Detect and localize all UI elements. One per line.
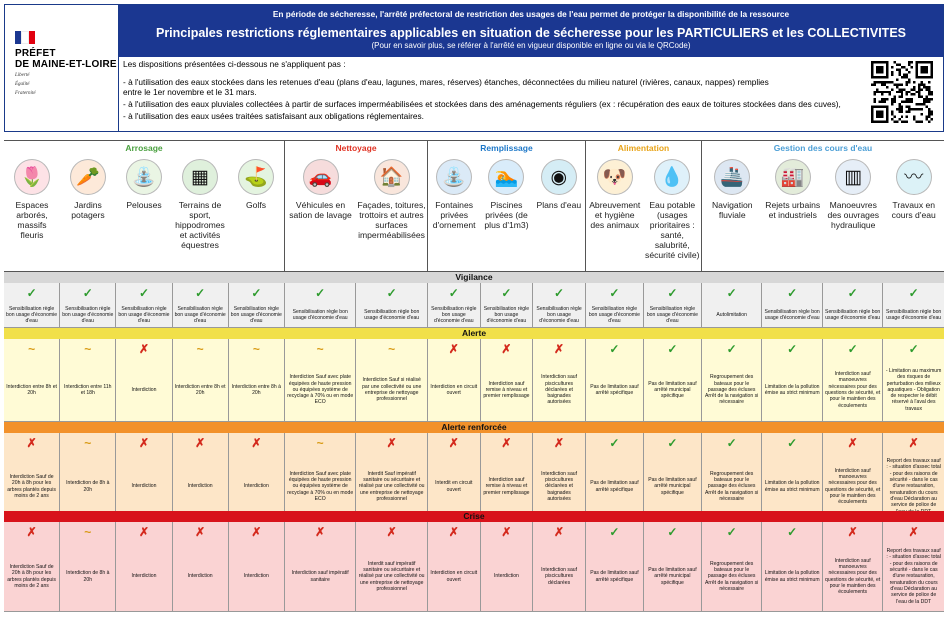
cross-icon: ✗ (501, 342, 512, 356)
usage-label: Travaux en cours d'eau (891, 200, 936, 220)
usage-label: Véhicules en sation de lavage (289, 200, 352, 220)
restriction-note: Sensibilisation règle bon usage d'économie d'eau (6, 305, 58, 325)
restriction-cell (823, 283, 884, 328)
restriction-cell (883, 522, 944, 612)
restriction-note: Interdiction sauf piscicultures déclarées et baignades autorisées (541, 470, 578, 502)
boat-icon: 🚢 (715, 160, 749, 194)
restriction-cell (60, 433, 116, 521)
prefecture-logo (5, 5, 119, 131)
restriction-note: Sensibilisation règle bon usage d'économie d'eau (886, 308, 942, 321)
river-icon: 〰 (897, 160, 931, 194)
restriction-note: Interdiction Sauf de 20h à 8h pour les arbres plantés depuis moins de 2 ans (7, 563, 56, 589)
category-nettoyage (285, 141, 428, 271)
cross-icon: ✗ (386, 525, 397, 539)
check-icon: ✓ (26, 286, 37, 300)
restriction-note: Pas de limitation sauf arrêté municipal spécifique (648, 567, 697, 586)
restriction-cell (823, 433, 884, 521)
usage-facades-toitures-trottoirs-et-autres-sur (356, 157, 427, 271)
restriction-cell (702, 339, 763, 422)
tilde-icon: ~ (84, 436, 92, 450)
page-title: Principales restrictions réglementaires applicables en situation de sécheresse pour les PARTICULIERS et les COLLECTIVITES (155, 26, 906, 40)
check-icon: ✓ (908, 286, 919, 300)
restriction-cell (586, 522, 644, 612)
category-remplissage (428, 141, 586, 271)
fountain-icon: ⛲ (437, 160, 471, 194)
carrot-icon: 🥕 (71, 160, 105, 194)
usage-plans-d-eau (533, 157, 585, 271)
check-icon: ✓ (726, 286, 737, 300)
category-bar (4, 140, 944, 272)
check-icon: ✓ (726, 342, 737, 356)
restriction-cell (116, 339, 172, 422)
restriction-cell (762, 339, 823, 422)
restriction-cell (4, 433, 60, 521)
level-title: Crise (4, 511, 944, 522)
header (4, 4, 944, 132)
category-title: Nettoyage (335, 143, 377, 153)
restriction-cell (356, 283, 428, 328)
usage-label: Manoeuvres des ouvrages hydraulique (827, 200, 880, 230)
restriction-cell (173, 339, 229, 422)
sluice-icon: ▥ (836, 160, 870, 194)
restriction-note: Pas de limitation sauf arrêté spécifique (590, 480, 639, 493)
restriction-note: Pas de limitation sauf arrêté municipal spécifique (648, 477, 697, 496)
restriction-note: Interdiction sauf manoeuvres nécessaires pour des questions de sécurité, et pour le maintien des écoulements (825, 557, 881, 596)
check-icon: ✓ (787, 342, 798, 356)
restriction-note: Regroupement des bateaux pour le passage des écluses Arrêt de la navigation si nécessaire (705, 374, 759, 406)
restriction-cell (229, 339, 285, 422)
tilde-icon: ~ (316, 436, 324, 450)
restriction-note: Sensibilisation règle bon usage d'économie d'eau (646, 305, 698, 325)
restriction-cell (173, 433, 229, 521)
sports-field-icon: ▦ (183, 160, 217, 194)
cross-icon: ✗ (195, 436, 206, 450)
restriction-note: - Limitation au maximum des risques de perturbation des milieux aquatiques - Obligation de respecter le débit réservé à l'aval des travaux (885, 367, 942, 412)
restriction-cell (428, 522, 481, 612)
level-title: Alerte renforcée (4, 422, 944, 433)
restriction-note: Limitation de la pollution émise au strict minimum (764, 570, 820, 583)
usage-golfs (228, 157, 284, 271)
usage-travaux-en-cours-d-eau (884, 157, 945, 271)
restriction-cell (644, 522, 702, 612)
restriction-cell (702, 283, 763, 328)
tilde-icon: ~ (316, 342, 324, 356)
restriction-note: Sensibilisation règle bon usage d'économie d'eau (764, 308, 820, 321)
restriction-cell (356, 522, 428, 612)
restriction-cell (229, 433, 285, 521)
tilde-icon: ~ (84, 342, 92, 356)
usage-pelouses (116, 157, 172, 271)
check-icon: ✓ (847, 342, 858, 356)
restriction-cell (533, 433, 586, 521)
restriction-note: Interdiction Sauf si réalisé par une collectivité ou une entreprise de nettoyage professionnel (362, 377, 422, 403)
restriction-note: Interdiction (187, 573, 213, 580)
restriction-cell (883, 433, 944, 521)
restriction-note: Sensibilisation règle bon usage d'économie d'eau (292, 308, 348, 321)
restriction-cell (428, 339, 481, 422)
level-row (4, 283, 944, 328)
discharge-icon: 🏭 (776, 160, 810, 194)
restriction-note: Autolimitation (716, 311, 747, 318)
cross-icon: ✗ (315, 525, 326, 539)
qr-code-icon[interactable] (871, 61, 933, 123)
cross-icon: ✗ (26, 436, 37, 450)
check-icon: ✓ (609, 525, 620, 539)
usage-piscines-privees-de-plus-d-1m3 (480, 157, 532, 271)
restriction-cell (644, 433, 702, 521)
level-title: Vigilance (4, 272, 944, 283)
restriction-cell (533, 522, 586, 612)
check-icon: ✓ (726, 436, 737, 450)
restriction-note: Pas de limitation sauf arrêté spécifique (590, 570, 639, 583)
check-icon: ✓ (448, 286, 459, 300)
usage-label: Abreuvement et hygiène des animaux (589, 200, 641, 230)
cross-icon: ✗ (554, 525, 565, 539)
restriction-cell (586, 433, 644, 521)
restriction-note: Sensibilisation règle bon usage d'économie d'eau (364, 308, 420, 321)
usage-terrains-de-sport-hippodromes-et-activit (172, 157, 228, 271)
prefecture-line2: DE MAINE-ET-LOIRE (15, 59, 117, 70)
usage-vehicules-en-sation-de-lavage (285, 157, 356, 271)
restriction-cell (116, 522, 172, 612)
category-title: Gestion des cours d'eau (773, 143, 873, 153)
restriction-cell (285, 522, 357, 612)
pond-icon: ◉ (542, 160, 576, 194)
cross-icon: ✗ (26, 525, 37, 539)
restriction-note: Interdiction sauf manoeuvres nécessaires pour des questions de sécurité, et pour le maintien des écoulements (825, 467, 881, 506)
restriction-note: Interdiction (131, 386, 157, 393)
restriction-note: Interdiction sauf manoeuvres nécessaires pour des questions de sécurité, et pour le maintien des écoulements (825, 371, 881, 409)
restriction-note: Interdiction de 8h à 20h (66, 480, 110, 493)
category-title: Remplissage (480, 143, 533, 153)
dog-icon: 🐶 (598, 160, 632, 194)
usage-label: Golfs (245, 200, 267, 210)
level-vigilance (4, 272, 944, 328)
cross-icon: ✗ (448, 525, 459, 539)
restriction-cell (356, 433, 428, 521)
restriction-cell (883, 339, 944, 422)
restriction-note: Sensibilisation règle bon usage d'économie d'eau (536, 305, 582, 325)
restriction-note: Interdiction entre 8h à 20h (231, 383, 281, 396)
restriction-note: Interdiction entre 8h et 20h (174, 383, 226, 396)
restriction-note: Interdiction Sauf de 20h à 8h pour les arbres plantés depuis moins de 2 ans (7, 473, 56, 499)
restriction-cell (229, 283, 285, 328)
restriction-cell (762, 433, 823, 521)
restriction-cell (428, 433, 481, 521)
restriction-note: Sensibilisation règle bon usage d'économie d'eau (230, 305, 282, 325)
check-icon: ✓ (847, 286, 858, 300)
restriction-cell (116, 433, 172, 521)
usage-label: Plans d'eau (536, 200, 582, 210)
tilde-icon: ~ (196, 342, 204, 356)
restriction-note: Interdiction sauf impératif sanitaire (291, 570, 349, 583)
cross-icon: ✗ (448, 342, 459, 356)
restriction-cell (4, 339, 60, 422)
usage-label: Pelouses (126, 200, 162, 210)
restriction-note: Regroupement des bateaux pour le passage des écluses Arrêt de la navigation si nécessaire (705, 560, 759, 592)
restriction-note: Interdiction sauf piscicultures déclarées et baignades autorisées (541, 374, 578, 406)
motto-liberte: Liberté (15, 73, 30, 78)
restriction-cell (823, 339, 884, 422)
house-icon: 🏠 (375, 160, 409, 194)
cross-icon: ✗ (138, 525, 149, 539)
restriction-note: Limitation de la pollution émise au strict minimum (764, 383, 820, 396)
restriction-note: Interdiction (243, 573, 269, 580)
usage-navigation-fluviale (702, 157, 763, 271)
marianne-flag-icon (15, 31, 35, 44)
restriction-note: Regroupement des bateaux pour le passage des écluses Arrêt de la navigation si nécessaire (705, 470, 759, 502)
restriction-note: Interdiction sauf remise à niveau et premier remplissage (483, 477, 530, 496)
restriction-note: Pas de limitation sauf arrêté spécifique (590, 383, 639, 396)
cross-icon: ✗ (908, 525, 919, 539)
page-subtitle: (Pour en savoir plus, se référer à l'arrêté en vigueur disponible en ligne ou via le QRCode) (371, 41, 691, 50)
restriction-cell (285, 283, 357, 328)
restriction-cell (762, 522, 823, 612)
restriction-cell (116, 283, 172, 328)
cross-icon: ✗ (138, 342, 149, 356)
restriction-note: Interdiction sauf remise à niveau et premier remplissage (483, 380, 530, 400)
restriction-cell (229, 522, 285, 612)
restriction-cell (883, 283, 944, 328)
usage-label: Piscines privées (de plus d'1m3) (484, 200, 529, 230)
check-icon: ✓ (195, 286, 206, 300)
restriction-note: Interdiction de 8h à 20h (66, 570, 110, 583)
restriction-cell (823, 522, 884, 612)
usage-label: Façades, toitures, trottoirs et autres surfaces imperméabilisées (357, 200, 426, 240)
restriction-note: Pas de limitation sauf arrêté municipal spécifique (648, 380, 697, 400)
restriction-cell (481, 283, 534, 328)
cross-icon: ✗ (554, 436, 565, 450)
usage-fontaines-privees-d-ornement (428, 157, 480, 271)
restriction-note: Limitation de la pollution émise au strict minimum (764, 480, 820, 493)
restriction-cell (533, 283, 586, 328)
cross-icon: ✗ (501, 436, 512, 450)
restriction-cell (4, 283, 60, 328)
category-alimentation (586, 141, 702, 271)
intro-line: - à l'utilisation des eaux usées traitées satisfaisant aux obligations réglementaires. (123, 111, 424, 121)
tilde-icon: ~ (28, 342, 36, 356)
restriction-cell (60, 339, 116, 422)
restriction-note: Interdit Sauf impératif sanitaire ou sécuritaire et réalisé par une collectivité ou une entreprise de nettoyage professionnel (358, 470, 425, 502)
check-icon: ✓ (251, 286, 262, 300)
level-alerte-renforcee (4, 422, 944, 521)
restriction-note: Interdiction (187, 483, 213, 490)
tulip-icon: 🌷 (15, 160, 49, 194)
category-arrosage (4, 141, 285, 271)
restriction-note: Interdiction (131, 483, 157, 490)
check-icon: ✓ (501, 286, 512, 300)
restriction-note: Sensibilisation règle bon usage d'économie d'eau (174, 305, 226, 325)
restriction-cell (762, 283, 823, 328)
motto-egalite: Égalité (15, 82, 30, 87)
restriction-note: Interdiction en circuit ouvert (430, 383, 478, 396)
level-crise (4, 511, 944, 612)
tilde-icon: ~ (388, 342, 396, 356)
usage-eau-potable-usages-prioritaires-sante-sa (644, 157, 702, 271)
restriction-cell (586, 283, 644, 328)
restriction-cell (60, 283, 116, 328)
intro-text (119, 57, 865, 131)
restriction-note: Sensibilisation règle bon usage d'économie d'eau (431, 305, 477, 325)
restriction-cell (60, 522, 116, 612)
restriction-note: Interdiction sauf piscicultures déclarées (541, 567, 578, 586)
cross-icon: ✗ (251, 436, 262, 450)
usage-label: Eau potable (usages prioritaires : santé, salubrité, sécurité civile) (645, 200, 700, 260)
usage-abreuvement-et-hygiene-des-animaux (586, 157, 644, 271)
level-alerte (4, 328, 944, 422)
cross-icon: ✗ (448, 436, 459, 450)
restriction-cell (533, 339, 586, 422)
restriction-note: Report des travaux sauf : - situation d'assec total - pour des raisons de sécurité - dans le cas d'une restauration, renaturation du cours d'eau Déclaration au service de police de l'eau de la DDT (886, 548, 941, 605)
usage-label: Jardins potagers (71, 200, 105, 220)
check-icon: ✓ (667, 525, 678, 539)
restriction-cell (4, 522, 60, 612)
golf-flag-icon: ⛳ (239, 160, 273, 194)
cross-icon: ✗ (251, 525, 262, 539)
tilde-icon: ~ (252, 342, 260, 356)
check-icon: ✓ (667, 436, 678, 450)
cross-icon: ✗ (138, 436, 149, 450)
usage-label: Rejets urbains et industriels (765, 200, 821, 220)
restriction-cell (702, 433, 763, 521)
cross-icon: ✗ (501, 525, 512, 539)
motto-fraternite: Fraternité (15, 91, 36, 96)
restriction-cell (481, 522, 534, 612)
restriction-note: Sensibilisation règle bon usage d'économie d'eau (825, 308, 881, 321)
swimmer-icon: 🏊 (489, 160, 523, 194)
restriction-cell (644, 283, 702, 328)
water-drop-icon: 💧 (655, 160, 689, 194)
level-title: Alerte (4, 328, 944, 339)
check-icon: ✓ (787, 436, 798, 450)
restriction-note: Sensibilisation règle bon usage d'économie d'eau (62, 305, 114, 325)
check-icon: ✓ (908, 342, 919, 356)
cross-icon: ✗ (908, 436, 919, 450)
check-icon: ✓ (386, 286, 397, 300)
check-icon: ✓ (667, 342, 678, 356)
level-row (4, 433, 944, 521)
restriction-note: Sensibilisation règle bon usage d'économie d'eau (588, 305, 640, 325)
restriction-cell (285, 433, 357, 521)
usage-rejets-urbains-et-industriels (763, 157, 824, 271)
level-row (4, 339, 944, 422)
intro-line: Les dispositions présentées ci-dessous ne s'appliquent pas : (123, 59, 346, 69)
cross-icon: ✗ (847, 525, 858, 539)
restriction-note: Sensibilisation règle bon usage d'économie d'eau (483, 305, 530, 325)
restriction-note: Interdit sauf impératif sanitaire ou sécuritaire et réalisé par une collectivité ou une entreprise de nettoyage professionnel (358, 560, 425, 592)
restriction-cell (481, 339, 534, 422)
restriction-note: Interdiction Sauf avec plate équipées de haute pression ou équipées système de recyclage à 70% ou en mode ECO (287, 374, 354, 406)
prefecture-line1: PRÉFET (15, 48, 56, 59)
category-title: Alimentation (617, 143, 670, 153)
restriction-note: Interdiction Sauf avec plate équipées de haute pression ou équipées système de recyclage à 70% ou en mode ECO (287, 470, 354, 502)
usage-jardins-potagers (60, 157, 116, 271)
usage-manoeuvres-des-ouvrages-hydraulique (823, 157, 884, 271)
restriction-cell (285, 339, 357, 422)
check-icon: ✓ (609, 286, 620, 300)
category-gestion-des-cours-d-eau (702, 141, 944, 271)
check-icon: ✓ (138, 286, 149, 300)
intro-line: - à l'utilisation des eaux stockées dans les retenues d'eau (plans d'eau, lagunes, mares, réserves) étanches, déconnectées du milieu naturel (rivières, canaux, nappes) remplies entre le 1er novembre et le 31 mars. (123, 77, 769, 97)
level-row (4, 522, 944, 612)
check-icon: ✓ (787, 525, 798, 539)
check-icon: ✓ (315, 286, 326, 300)
restriction-note: Interdiction (493, 573, 519, 580)
restriction-cell (481, 433, 534, 521)
restriction-note: Sensibilisation règle bon usage d'économie d'eau (118, 305, 170, 325)
restriction-note: Interdiction (243, 483, 269, 490)
restriction-cell (586, 339, 644, 422)
usage-label: Espaces arborés, massifs fleuris (15, 200, 49, 240)
banner-top-text: En période de sécheresse, l'arrêté préfectoral de restriction des usages de l'eau permet de protéger la disponibilité de la ressource (272, 9, 790, 19)
check-icon: ✓ (787, 286, 798, 300)
cross-icon: ✗ (386, 436, 397, 450)
car-icon: 🚗 (304, 160, 338, 194)
check-icon: ✓ (726, 525, 737, 539)
restriction-note: Report des travaux sauf : - situation d'assec total - pour des raisons de sécurité - dans le cas d'une restauration, renaturation du cours d'eau Déclaration au service de police de (886, 458, 941, 509)
cross-icon: ✗ (847, 436, 858, 450)
check-icon: ✓ (82, 286, 93, 300)
cross-icon: ✗ (554, 342, 565, 356)
restriction-note: Interdiction en circuit ouvert (430, 570, 478, 583)
tilde-icon: ~ (84, 525, 92, 539)
check-icon: ✓ (554, 286, 565, 300)
check-icon: ✓ (609, 436, 620, 450)
cross-icon: ✗ (195, 525, 206, 539)
usage-label: Terrains de sport, hippodromes et activités équestres (175, 200, 225, 250)
restriction-cell (428, 283, 481, 328)
usage-label: Navigation fluviale (711, 200, 753, 220)
restriction-cell (702, 522, 763, 612)
intro-line: - à l'utilisation des eaux pluviales collectées à partir de surfaces imperméabilisées et stockées dans des aménagements réguliers (ex : récupération des eaux de toitures stockées dans des cuves), (123, 99, 841, 109)
check-icon: ✓ (609, 342, 620, 356)
restriction-cell (644, 339, 702, 422)
restriction-note: Interdiction entre 8h et 20h (6, 383, 57, 396)
usage-espaces-arbores-massifs-fleuris (4, 157, 60, 271)
restriction-cell (356, 339, 428, 422)
restriction-cell (173, 283, 229, 328)
usage-label: Fontaines privées d'ornement (432, 200, 476, 230)
title-banner (119, 5, 943, 57)
restriction-note: Interdit en circuit ouvert (435, 480, 473, 493)
restriction-cell (173, 522, 229, 612)
sprinkler-icon: ⛲ (127, 160, 161, 194)
category-title: Arrosage (125, 143, 163, 153)
restriction-note: Interdiction (131, 573, 157, 580)
restriction-note: Interdiction entre 11h et 18h (64, 383, 112, 396)
check-icon: ✓ (667, 286, 678, 300)
